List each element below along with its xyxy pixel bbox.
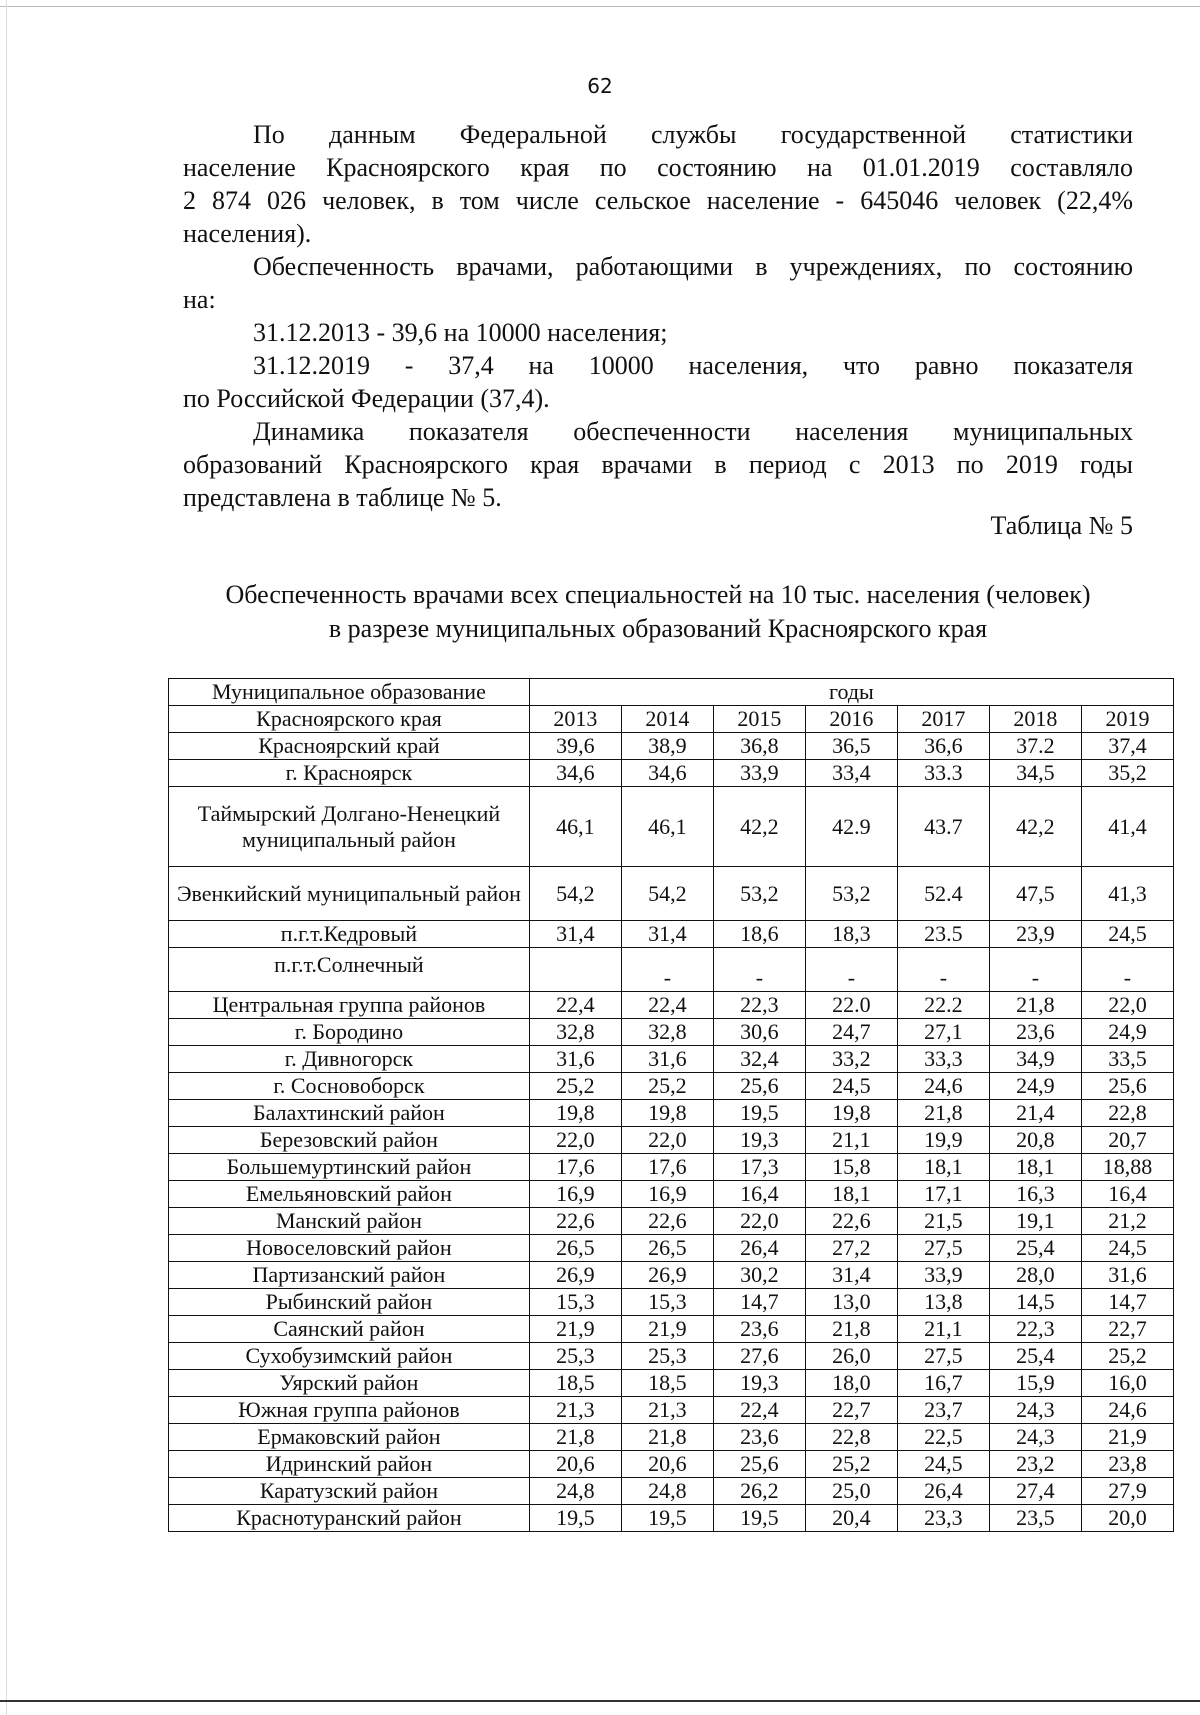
row-name: Идринский район [169,1451,530,1478]
row-value: 20,6 [621,1451,713,1478]
text-line: 31.12.2013 - 39,6 на 10000 населения; [253,318,668,347]
scan-edge-bottom [0,1700,1200,1702]
row-name: п.г.т.Кедровый [169,921,530,948]
row-value: 25,3 [621,1343,713,1370]
row-value: 26,4 [897,1478,989,1505]
row-value: 39,6 [529,733,621,760]
header-year: 2016 [805,706,897,733]
row-value: 46,1 [621,787,713,867]
table-row [169,1505,1174,1532]
row-value: 26,4 [713,1235,805,1262]
row-value: 24,6 [1081,1397,1173,1424]
row-value: 21,2 [1081,1208,1173,1235]
table-title-line: в разрезе муниципальных образований Красноярского края [328,614,988,643]
row-value: 54,2 [529,867,621,921]
row-name: Емельяновский район [169,1181,530,1208]
row-name: Рыбинский район [169,1289,530,1316]
row-value: 21,9 [621,1316,713,1343]
row-value: 23,5 [989,1505,1081,1532]
row-value: 36,8 [713,733,805,760]
row-value: 54,2 [621,867,713,921]
table-row [169,1100,1174,1127]
row-value [529,948,621,992]
row-value: 33,5 [1081,1046,1173,1073]
row-value: 21,9 [529,1316,621,1343]
row-value: 21,8 [897,1100,989,1127]
row-value: 53,2 [805,867,897,921]
row-value: 13,0 [805,1289,897,1316]
row-value: 22,7 [1081,1316,1173,1343]
table-header-row [169,679,1174,706]
row-value: 25,2 [621,1073,713,1100]
row-value: 25,6 [713,1451,805,1478]
row-value: 27,1 [897,1019,989,1046]
table-row [169,733,1174,760]
row-value: 27,9 [1081,1478,1173,1505]
row-value: 25,2 [1081,1343,1173,1370]
text-line: по Российской Федерации (37,4). [183,384,550,413]
row-value: 22,4 [529,992,621,1019]
row-value: 23,6 [989,1019,1081,1046]
row-value: 20,7 [1081,1127,1173,1154]
row-value: 38,9 [621,733,713,760]
row-value: 24,9 [989,1073,1081,1100]
table-row [169,948,1174,992]
table-row [169,1235,1174,1262]
row-value: 24,5 [1081,1235,1173,1262]
row-value: 19,9 [897,1127,989,1154]
row-value: 26,9 [529,1262,621,1289]
row-value: 21,1 [897,1316,989,1343]
row-value: 25,2 [805,1451,897,1478]
row-value: 22,8 [1081,1100,1173,1127]
text-line: Обеспеченность врачами, работающими в учреждениях, по состоянию [253,252,1133,281]
table-row [169,1343,1174,1370]
table-row [169,787,1174,867]
row-value: 33,4 [805,760,897,787]
row-value: 16,9 [621,1181,713,1208]
table-row [169,1046,1174,1073]
header-year: 2014 [621,706,713,733]
row-name: Большемуртинский район [169,1154,530,1181]
row-value: 21,5 [897,1208,989,1235]
row-value: 13,8 [897,1289,989,1316]
row-value: 32,8 [529,1019,621,1046]
row-value: - [805,948,897,992]
row-value: 22,0 [1081,992,1173,1019]
row-name: Эвенкийский муниципальный район [169,867,530,921]
table-header-row [169,706,1174,733]
row-value: 41,3 [1081,867,1173,921]
text-line: представлена в таблице № 5. [183,483,502,512]
row-name: Красноярский край [169,733,530,760]
row-value: 21,8 [989,992,1081,1019]
row-value: 18,5 [621,1370,713,1397]
row-value: 17,3 [713,1154,805,1181]
row-value: - [897,948,989,992]
row-value: 41,4 [1081,787,1173,867]
row-name: Манский район [169,1208,530,1235]
text-line: образований Красноярского края врачами в период с 2013 по 2019 годы [183,450,1133,479]
row-value: 19,8 [621,1100,713,1127]
row-name: Сухобузимский район [169,1343,530,1370]
table-title-line: Обеспеченность врачами всех специальностей на 10 тыс. населения (человек) [225,580,1091,609]
row-value: 21,9 [1081,1424,1173,1451]
table-row [169,1262,1174,1289]
table-row [169,1370,1174,1397]
row-value: 26,5 [529,1235,621,1262]
table-row [169,1154,1174,1181]
page-number: 62 [587,74,613,98]
row-value: 24,6 [897,1073,989,1100]
row-value: 20,4 [805,1505,897,1532]
row-name: Партизанский район [169,1262,530,1289]
row-value: 30,6 [713,1019,805,1046]
row-name: Центральная группа районов [169,992,530,1019]
row-value: 20,0 [1081,1505,1173,1532]
row-value: 42,2 [989,787,1081,867]
row-value: 22,7 [805,1397,897,1424]
row-value: 27,5 [897,1235,989,1262]
row-value: 53,2 [713,867,805,921]
scan-edge-left [6,0,7,1715]
header-year: 2017 [897,706,989,733]
row-name: Южная группа районов [169,1397,530,1424]
paragraph-dynamics [183,415,1133,514]
doctor-supply-table [168,678,1174,1532]
row-value: 24,8 [621,1478,713,1505]
row-value: 18,3 [805,921,897,948]
row-name: Каратузский район [169,1478,530,1505]
row-value: 25,0 [805,1478,897,1505]
row-value: 34,5 [989,760,1081,787]
row-value: 34,6 [621,760,713,787]
table-row [169,921,1174,948]
table-row [169,1073,1174,1100]
table-row [169,992,1174,1019]
paragraph-population [183,118,1133,250]
row-value: 24,3 [989,1424,1081,1451]
row-value: 21,1 [805,1127,897,1154]
table-title [183,578,1133,646]
row-value: 23,6 [713,1316,805,1343]
row-value: 22,5 [897,1424,989,1451]
text-line: населения). [183,219,312,248]
row-value: 16,7 [897,1370,989,1397]
row-value: 24,5 [897,1451,989,1478]
row-value: 22,0 [621,1127,713,1154]
row-value: 26,2 [713,1478,805,1505]
row-value: 20,8 [989,1127,1081,1154]
paragraph-doctor-supply [183,250,1133,316]
row-value: 25,4 [989,1235,1081,1262]
row-value: 18,1 [989,1154,1081,1181]
row-value: 16,3 [989,1181,1081,1208]
row-value: 21,8 [805,1316,897,1343]
row-value: 15,3 [529,1289,621,1316]
row-name: г. Дивногорск [169,1046,530,1073]
text-line: Динамика показателя обеспеченности населения муниципальных [253,417,1133,446]
row-value: 21,8 [621,1424,713,1451]
row-value: 36,5 [805,733,897,760]
scan-edge-top [0,6,1200,7]
table-row [169,867,1174,921]
table-row [169,1451,1174,1478]
row-name: Березовский район [169,1127,530,1154]
row-value: 19,5 [713,1100,805,1127]
table-row [169,760,1174,787]
row-value: 18,88 [1081,1154,1173,1181]
row-name: г. Красноярск [169,760,530,787]
row-value: 18,5 [529,1370,621,1397]
row-value: 26,9 [621,1262,713,1289]
row-name: Новоселовский район [169,1235,530,1262]
row-value: 21,4 [989,1100,1081,1127]
row-value: - [621,948,713,992]
row-value: 24,3 [989,1397,1081,1424]
row-value: 31,4 [621,921,713,948]
table-row [169,1316,1174,1343]
row-name: п.г.т.Солнечный [169,948,530,992]
row-value: 22,3 [989,1316,1081,1343]
row-value: 18,1 [805,1181,897,1208]
row-value: 23,7 [897,1397,989,1424]
row-value: 42.9 [805,787,897,867]
row-value: 31,6 [529,1046,621,1073]
header-years-label: годы [529,679,1173,706]
row-value: 28,0 [989,1262,1081,1289]
row-value: 32,4 [713,1046,805,1073]
row-value: 21,3 [529,1397,621,1424]
row-value: 30,2 [713,1262,805,1289]
text-line: 2 874 026 человек, в том числе сельское население - 645046 человек (22,4% [183,186,1133,215]
row-value: 23.5 [897,921,989,948]
table-row [169,1289,1174,1316]
row-value: 26,5 [621,1235,713,1262]
row-value: 22,8 [805,1424,897,1451]
row-value: 19,8 [529,1100,621,1127]
row-value: 25,2 [529,1073,621,1100]
row-value: 21,8 [529,1424,621,1451]
row-value: 47,5 [989,867,1081,921]
row-value: 22,3 [713,992,805,1019]
row-value: 15,8 [805,1154,897,1181]
text-line: 31.12.2019 - 37,4 на 10000 населения, что равно показателя [253,351,1133,380]
row-value: 27,2 [805,1235,897,1262]
row-value: 20,6 [529,1451,621,1478]
row-value: 22,6 [621,1208,713,1235]
row-value: 17,6 [529,1154,621,1181]
row-value: 19,1 [989,1208,1081,1235]
row-value: 16,0 [1081,1370,1173,1397]
row-value: 31,6 [621,1046,713,1073]
row-value: 52.4 [897,867,989,921]
row-name: г. Бородино [169,1019,530,1046]
row-value: 22,6 [805,1208,897,1235]
row-value: 15,9 [989,1370,1081,1397]
row-value: 33,2 [805,1046,897,1073]
header-year: 2018 [989,706,1081,733]
row-value: 33.3 [897,760,989,787]
text-line: население Красноярского края по состоянию на 01.01.2019 составляло [183,153,1133,182]
header-name-top: Муниципальное образование [169,679,530,706]
row-value: 37.2 [989,733,1081,760]
row-value: 35,2 [1081,760,1173,787]
row-value: 31,4 [529,921,621,948]
row-value: 24,8 [529,1478,621,1505]
row-value: 24,7 [805,1019,897,1046]
row-value: 19,5 [713,1505,805,1532]
row-name: Уярский район [169,1370,530,1397]
row-value: 31,4 [805,1262,897,1289]
row-value: 14,7 [713,1289,805,1316]
table-row [169,1019,1174,1046]
row-value: 16,9 [529,1181,621,1208]
row-value: 25,3 [529,1343,621,1370]
row-value: 14,7 [1081,1289,1173,1316]
table-row [169,1424,1174,1451]
table-row [169,1127,1174,1154]
row-value: - [989,948,1081,992]
row-value: 19,5 [621,1505,713,1532]
list-item-2019 [183,349,1133,415]
table-label: Таблица № 5 [990,511,1133,540]
row-value: 32,8 [621,1019,713,1046]
row-value: 25,4 [989,1343,1081,1370]
text-line: на: [183,285,216,314]
row-value: 16,4 [713,1181,805,1208]
row-value: 22.2 [897,992,989,1019]
text-line: По данным Федеральной службы государственной статистики [253,120,1133,149]
row-value: - [1081,948,1173,992]
row-value: 46,1 [529,787,621,867]
row-value: 18,1 [897,1154,989,1181]
row-value: 43.7 [897,787,989,867]
row-value: 23,6 [713,1424,805,1451]
row-value: 15,3 [621,1289,713,1316]
row-value: 36,6 [897,733,989,760]
table-row [169,1208,1174,1235]
row-value: 19,3 [713,1127,805,1154]
row-value: - [713,948,805,992]
row-value: 22,0 [713,1208,805,1235]
header-name-bottom: Красноярского края [169,706,530,733]
header-year: 2019 [1081,706,1173,733]
header-year: 2015 [713,706,805,733]
row-value: 18,0 [805,1370,897,1397]
row-value: 18,6 [713,921,805,948]
row-value: 17,6 [621,1154,713,1181]
row-value: 14,5 [989,1289,1081,1316]
row-value: 37,4 [1081,733,1173,760]
row-value: 16,4 [1081,1181,1173,1208]
row-value: 27,4 [989,1478,1081,1505]
row-value: 22.0 [805,992,897,1019]
row-name: Саянский район [169,1316,530,1343]
row-value: 21,3 [621,1397,713,1424]
row-value: 27,6 [713,1343,805,1370]
row-name: Краснотуранский район [169,1505,530,1532]
header-year: 2013 [529,706,621,733]
table-row [169,1397,1174,1424]
row-value: 23,2 [989,1451,1081,1478]
row-value: 22,4 [713,1397,805,1424]
row-value: 25,6 [1081,1073,1173,1100]
row-value: 25,6 [713,1073,805,1100]
table-row [169,1181,1174,1208]
row-value: 17,1 [897,1181,989,1208]
list-item-2013 [183,316,1133,349]
row-value: 34,9 [989,1046,1081,1073]
row-value: 34,6 [529,760,621,787]
row-value: 22,0 [529,1127,621,1154]
row-value: 24,5 [1081,921,1173,948]
row-value: 33,9 [897,1262,989,1289]
row-value: 19,8 [805,1100,897,1127]
row-name: Балахтинский район [169,1100,530,1127]
row-value: 19,5 [529,1505,621,1532]
row-name: Ермаковский район [169,1424,530,1451]
row-value: 22,4 [621,992,713,1019]
row-value: 42,2 [713,787,805,867]
table-row [169,1478,1174,1505]
row-value: 33,9 [713,760,805,787]
row-name: г. Сосновоборск [169,1073,530,1100]
row-value: 19,3 [713,1370,805,1397]
row-name: Таймырский Долгано-Ненецкий муниципальный район [169,787,530,867]
row-value: 33,3 [897,1046,989,1073]
row-value: 23,8 [1081,1451,1173,1478]
row-value: 27,5 [897,1343,989,1370]
row-value: 23,3 [897,1505,989,1532]
row-value: 24,5 [805,1073,897,1100]
row-value: 24,9 [1081,1019,1173,1046]
row-value: 26,0 [805,1343,897,1370]
row-value: 23,9 [989,921,1081,948]
row-value: 22,6 [529,1208,621,1235]
table-body [169,733,1174,1532]
row-value: 31,6 [1081,1262,1173,1289]
